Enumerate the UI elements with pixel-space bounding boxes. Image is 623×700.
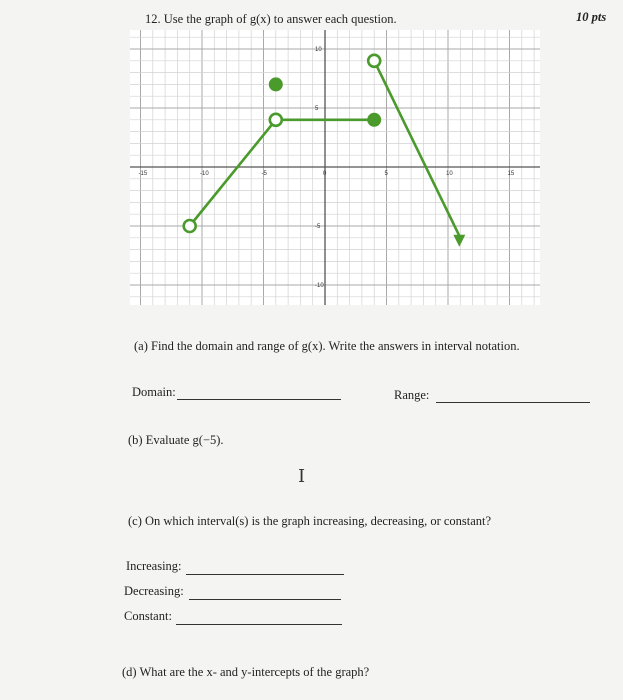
increasing-label: Increasing:: [126, 559, 182, 573]
range-label: Range:: [394, 388, 430, 402]
x-tick-label: 5: [384, 171, 388, 177]
domain-answer-line[interactable]: [177, 399, 341, 400]
open-point: [270, 114, 282, 126]
closed-point: [270, 78, 282, 90]
open-point: [184, 220, 196, 232]
y-tick-label: 5: [315, 106, 319, 112]
domain-label: Domain:: [132, 385, 176, 399]
x-tick-label: 0: [323, 171, 327, 177]
x-tick-label: -15: [138, 171, 148, 177]
decreasing-answer-line[interactable]: [189, 599, 341, 600]
x-tick-label: 15: [507, 171, 515, 177]
x-tick-label: 10: [446, 171, 453, 177]
part-c-prompt: (c) On which interval(s) is the graph increasing, decreasing, or constant?: [128, 514, 492, 528]
text-cursor-icon: I: [298, 466, 306, 487]
y-tick-label: -5: [315, 224, 321, 230]
constant-answer-line[interactable]: [176, 624, 342, 625]
range-answer-line[interactable]: [436, 402, 590, 403]
increasing-answer-line[interactable]: [186, 574, 344, 575]
constant-label: Constant:: [124, 609, 172, 623]
y-tick-label: -10: [315, 283, 324, 289]
y-tick-label: 10: [315, 47, 322, 53]
function-graph: [130, 30, 540, 305]
part-a-prompt: (a) Find the domain and range of g(x). Write the answers in interval notation.: [134, 339, 520, 353]
closed-point: [368, 114, 380, 126]
x-tick-label: -5: [261, 171, 267, 177]
x-tick-label: -10: [200, 171, 209, 177]
open-point: [368, 55, 380, 67]
question-title: 12. Use the graph of g(x) to answer each question.: [145, 12, 397, 26]
part-b-prompt: (b) Evaluate g(−5).: [128, 433, 224, 447]
points-label: 10 pts: [576, 10, 607, 24]
decreasing-label: Decreasing:: [124, 584, 184, 598]
part-d-prompt: (d) What are the x- and y-intercepts of the graph?: [122, 665, 370, 679]
